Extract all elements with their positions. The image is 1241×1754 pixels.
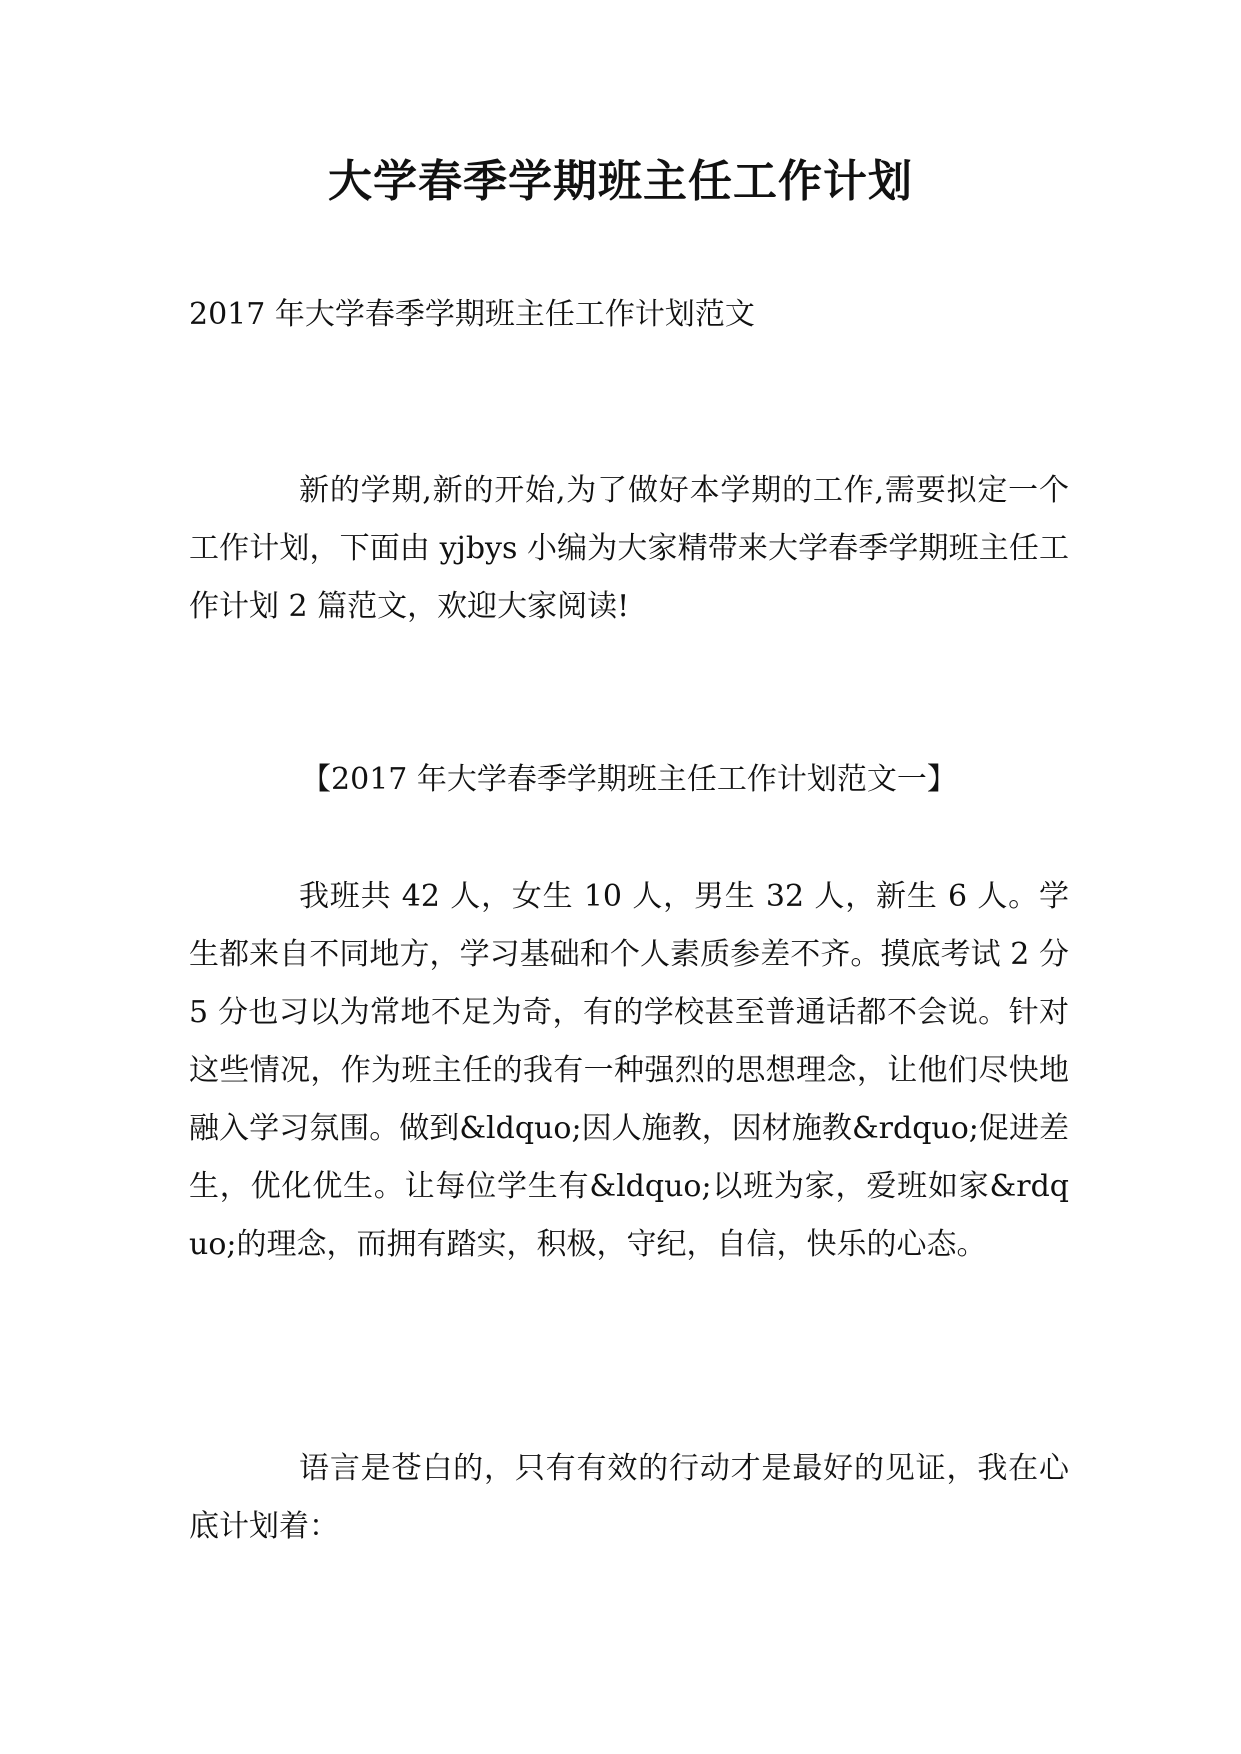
intro-paragraph: 新的学期,新的开始,为了做好本学期的工作,需要拟定一个工作计划，下面由 yjbys 小编为大家精带来大学春季学期班主任工作计划 2 篇范文，欢迎大家阅读!	[189, 473, 1069, 624]
document-title: 大学春季学期班主任工作计划	[328, 156, 913, 207]
document-subtitle: 2017 年大学春季学期班主任工作计划范文	[189, 297, 755, 332]
section-heading: 【2017 年大学春季学期班主任工作计划范文一】	[301, 762, 957, 797]
body-paragraph-1: 我班共 42 人，女生 10 人，男生 32 人，新生 6 人。学生都来自不同地方，学习基础和个人素质参差不齐。摸底考试 2 分 5 分也习以为常地不足为奇，有的学校甚至普通话都不会说。针对这些情况，作为班主任的我有一种强烈的思想理念，让他们尽快地融入学习氛围。做到&ldquo;因人施教，因材施教&rdquo;促进差生，优化优生。让每位学生有&ldquo;以班为家，爱班如家&rdquo;的理念，而拥有踏实，积极，守纪，自信，快乐的心态。	[189, 879, 1069, 1262]
body-paragraph-2: 语言是苍白的，只有有效的行动才是最好的见证，我在心底计划着：	[189, 1451, 1069, 1544]
